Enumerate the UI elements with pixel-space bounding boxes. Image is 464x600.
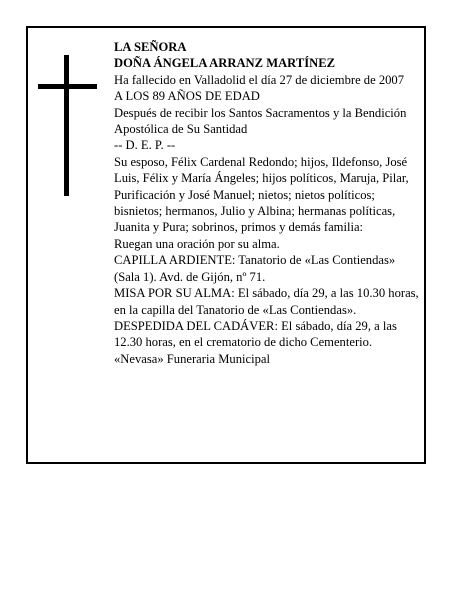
death-info: Ha fallecido en Valladolid el día 27 de diciembre de 2007 [114,72,405,87]
family-list: Su esposo, Félix Cardenal Redondo; hijos, Ildefonso, José Luis, Félix y María Ángeles; hijos políticos, Maruja, Pilar, Purificación y José Manuel; nietos; nietos políticos; bisnietos; hermanos, Julio y Albina; hermanas políticas, Juanita y Pura; sobrinos, primos y demás familia: [114,154,409,235]
chapel-label: CAPILLA ARDIENTE: [114,253,236,268]
mass-text: El sábado, día 29, a las 10.30 horas, en la capilla del Tanatorio de «Las Contiendas». [114,286,419,317]
farewell-text: El sábado, día 29, a las 12.30 horas, en el crematorio de dicho Cementerio. [114,318,397,350]
obituary-text [114,39,420,367]
cross-horizontal-bar [38,84,97,89]
chapel-text: Tanatorio de «Las Contiendas» (Sala 1). Avd. de Gijón, nº 71. [114,253,396,284]
farewell-label: DESPEDIDA DEL CADÁVER: [114,318,278,333]
funeral-home: «Nevasa» Funeraria Municipal [114,351,270,366]
farewell-line [114,318,420,351]
rip-line: -- D. E. P. -- [114,138,176,153]
chapel-line [114,252,420,285]
mass-label: MISA POR SU ALMA: [114,286,235,301]
notice-title: LA SEÑORA [114,40,187,54]
prayer-line: Ruegan una oración por su alma. [114,236,280,251]
deceased-name: DOÑA ÁNGELA ARRANZ MARTÍNEZ [114,56,336,71]
cross-vertical-bar [64,55,69,196]
sacraments-line: Después de recibir los Santos Sacramentos y la Bendición Apostólica de Su Santidad [114,105,407,137]
mass-line [114,285,420,318]
age-line: A LOS 89 AÑOS DE EDAD [114,89,260,104]
